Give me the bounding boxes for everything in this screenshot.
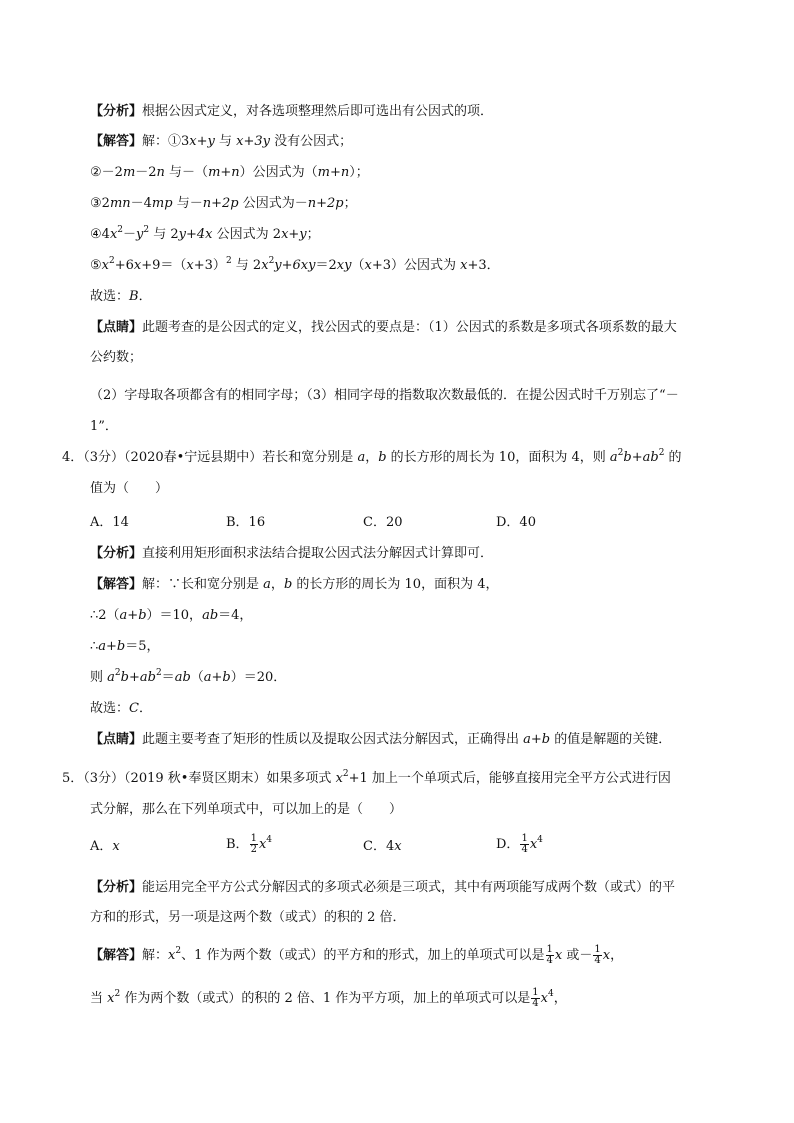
text-seg: ）； (349, 165, 369, 180)
math-var: x (109, 227, 118, 242)
text-seg: 公约数； (90, 350, 143, 365)
math-var: x (364, 258, 372, 273)
text-seg: ． (138, 289, 152, 304)
option-label: B．16 (226, 515, 266, 530)
q5-option-b[interactable] (226, 834, 272, 855)
text-seg: ． (138, 701, 152, 716)
q4-option-a[interactable] (90, 514, 129, 532)
text-seg: 、1 作为两个数（或式）的平方和的形式，加上的单项式可以是 (181, 948, 545, 963)
text-seg: 的 (664, 450, 682, 465)
exponent: 2 (268, 256, 275, 266)
numerator: 1 (546, 944, 553, 955)
text-seg: 1”． (90, 419, 118, 434)
math-var: x+y (189, 134, 215, 149)
text-seg: 的值是解题的关键． (550, 732, 672, 747)
exponent: 2 (342, 769, 349, 779)
text-seg: ②－2 (90, 165, 123, 180)
denominator: 4 (532, 998, 539, 1009)
math-var: a (609, 450, 618, 465)
text-seg: 方和的形式，另一项是这两个数（或式）的积的 2 倍． (90, 910, 406, 925)
solution-tag: 【解答】 (90, 577, 143, 592)
option-label: D． (496, 837, 520, 852)
math-var: xy (336, 258, 352, 273)
math-var: ab (174, 670, 191, 685)
text-seg: 故选： (90, 289, 130, 304)
math-var: b+ab (120, 670, 156, 685)
q5-option-d[interactable] (496, 834, 543, 855)
text-seg: 解：∵长和宽分别是 (142, 577, 264, 592)
text-seg: （ (190, 670, 204, 685)
math-var: mn (109, 196, 131, 211)
text-seg: 没有公因式； (269, 134, 353, 149)
text-seg: ③2 (90, 196, 110, 211)
text-seg: 此题主要考查了矩形的性质以及提取公因式法分解因式，正确得出 (142, 732, 524, 747)
q5-option-a[interactable] (90, 838, 120, 856)
math-var: y (136, 227, 144, 242)
q5-option-c[interactable] (363, 838, 402, 856)
denominator: 4 (546, 955, 553, 966)
exponent: 2 (175, 946, 182, 956)
question-5-stem (62, 770, 671, 789)
math-var: a+b (98, 639, 126, 654)
text-seg: 或－ (562, 948, 593, 963)
numerator: 1 (594, 944, 601, 955)
numerator: 1 (521, 833, 528, 844)
q4-solution-1 (90, 576, 498, 594)
q5-solution-1 (90, 945, 623, 966)
text-seg: ④4 (90, 227, 110, 242)
text-seg: ， (553, 991, 567, 1006)
solution-line-3 (90, 195, 357, 213)
option-label: A．14 (90, 515, 129, 530)
math-var: x (335, 771, 343, 786)
exponent: 2 (109, 256, 115, 266)
math-var: a+b (523, 732, 551, 747)
denominator: 4 (521, 844, 528, 855)
q4-solution-3 (90, 638, 160, 656)
text-seg: 公因式为 2 (212, 227, 282, 242)
math-var: x (529, 837, 538, 852)
text-seg: 与 (214, 134, 237, 149)
text-seg: 解：①3 (142, 134, 190, 149)
text-seg: 能运用完全平方公式分解因式的多项式必须是三项式，其中有两项能写成两个数（或式）的平 (142, 880, 676, 895)
math-var: mp (151, 196, 173, 211)
math-var: x (460, 258, 468, 273)
exponent: 2 (114, 668, 121, 678)
numerator: 1 (532, 987, 539, 998)
math-var: b (283, 577, 293, 592)
math-var: m+n (208, 165, 240, 180)
text-seg: ）＝20． (230, 670, 287, 685)
math-var: n (156, 165, 165, 180)
q4-answer (90, 700, 152, 718)
text-seg: ∴2（ (90, 608, 120, 623)
math-var: x (602, 948, 611, 963)
option-label: C．20 (363, 515, 403, 530)
text-seg: 与 2 (231, 258, 262, 273)
text-seg: ； (306, 227, 320, 242)
fraction (250, 834, 258, 855)
math-var: n+2p (307, 196, 344, 211)
option-label: A． (90, 839, 113, 854)
option-label: D．40 (496, 515, 536, 530)
option-label: C．4 (363, 839, 395, 854)
math-var: y+4x (178, 227, 213, 242)
math-var: b (378, 450, 387, 465)
fraction (520, 834, 528, 855)
math-var: a (107, 670, 115, 685)
math-var: a (357, 450, 366, 465)
q4-option-c[interactable] (363, 514, 403, 532)
math-var: n+2p (202, 196, 239, 211)
analysis-line-q3 (90, 103, 493, 121)
text-seg: ）＝10， (146, 608, 203, 623)
math-var: x (394, 839, 402, 854)
analysis-tag: 【分析】 (90, 880, 143, 895)
text-seg: ）公因式为（ (239, 165, 318, 180)
q4-analysis (90, 545, 493, 563)
exponent: 2 (143, 225, 150, 235)
q4-option-b[interactable] (226, 514, 265, 532)
denominator: 4 (594, 955, 601, 966)
text-seg: 直接利用矩形面积求法结合提取公因式法分解因式计算即可． (142, 546, 494, 561)
text-seg: 与 2 (149, 227, 179, 242)
remark-line-3 (90, 387, 679, 405)
remark-tag: 【点睛】 (90, 732, 143, 747)
text-seg: ， (610, 948, 624, 963)
remark-tag: 【点睛】 (90, 320, 143, 335)
math-var: C (129, 701, 139, 716)
analysis-text: 根据公因式定义，对各选项整理然后即可选出有公因式的项． (142, 104, 494, 119)
text-seg: 值为（ ） (90, 481, 169, 496)
question-4-stem-2 (90, 480, 168, 498)
exponent: 2 (658, 448, 665, 458)
text-seg: +3）公因式为 (371, 258, 461, 273)
solution-tag: 【解答】 (90, 948, 143, 963)
fraction (531, 988, 539, 1009)
text-seg: 的长方形的周长为 10，面积为 4，则 (386, 450, 610, 465)
exponent: 2 (114, 989, 121, 999)
text-seg: 则 (90, 670, 108, 685)
fraction (546, 945, 554, 966)
text-seg: +9＝（ (141, 258, 187, 273)
math-var: a+b (203, 670, 231, 685)
text-seg: ＝2 (315, 258, 337, 273)
text-seg: ⑤ (90, 258, 102, 273)
text-seg: 作为两个数（或式）的积的 2 倍、1 作为平方项，加上的单项式可以是 (120, 991, 531, 1006)
text-seg: 5．（3分）（2019 秋•奉贤区期末）如果多项式 (62, 771, 336, 786)
solution-line-4 (90, 226, 320, 245)
math-var: x (101, 258, 109, 273)
text-seg: 4．（3分）（2020春•宁远县期中）若长和宽分别是 (62, 450, 358, 465)
math-var: x (261, 258, 269, 273)
text-seg: －4 (130, 196, 152, 211)
solution-line-2 (90, 164, 369, 182)
text-seg: +1 加上一个单项式后，能够直接用完全平方公式进行因 (348, 771, 671, 786)
remark-line-2 (90, 349, 142, 367)
exponent: 2 (225, 256, 232, 266)
text-seg: ＝4， (218, 608, 253, 623)
math-var: x+3y (236, 134, 270, 149)
fraction (593, 945, 601, 966)
text-seg: ＝5， (125, 639, 160, 654)
math-var: x (107, 991, 115, 1006)
text-seg: ， (365, 450, 379, 465)
q5-analysis-1 (90, 879, 675, 897)
text-seg: 故选： (90, 701, 130, 716)
q5-solution-2 (90, 988, 567, 1009)
text-seg: ； (343, 196, 357, 211)
text-seg: +3． (467, 258, 500, 273)
math-var: x (133, 258, 142, 273)
text-seg: 解： (142, 948, 169, 963)
exponent: 4 (537, 835, 543, 845)
math-var: y+6xy (274, 258, 316, 273)
solution-line-5 (90, 257, 500, 276)
math-var: m+n (317, 165, 350, 180)
text-seg: 的长方形的周长为 10，面积为 4， (292, 577, 499, 592)
text-seg: （ (351, 258, 365, 273)
exponent: 2 (155, 668, 162, 678)
solution-line-1 (90, 133, 352, 151)
solution-tag: 【解答】 (90, 134, 143, 149)
text-seg: +6 (114, 258, 134, 273)
math-var: a (263, 577, 271, 592)
math-var: x+y (281, 227, 307, 242)
math-var: x (554, 948, 563, 963)
analysis-tag: 【分析】 (90, 546, 143, 561)
math-var: x (186, 258, 194, 273)
exponent: 2 (617, 448, 624, 458)
math-var: a+b (119, 608, 147, 623)
option-label: B． (226, 837, 249, 852)
text-seg: 公因式为－ (238, 196, 308, 211)
q4-option-d[interactable] (496, 514, 536, 532)
math-var: b+ab (623, 450, 659, 465)
text-seg: 与－ (172, 196, 203, 211)
text-seg: 此题考查的是公因式的定义，找公因式的要点是：（1）公因式的系数是多项式各项系数的最大 (142, 320, 677, 335)
text-seg: ∴ (90, 639, 99, 654)
text-seg: ， (270, 577, 284, 592)
q4-solution-4 (90, 669, 286, 688)
remark-line-1 (90, 319, 677, 337)
q5-analysis-2 (90, 909, 406, 927)
text-seg: 式分解，那么在下列单项式中，可以加上的是（ ） (90, 802, 403, 817)
text-seg: 与－（ (164, 165, 209, 180)
question-4-stem (62, 449, 682, 468)
answer-line-q3 (90, 288, 152, 306)
text-seg: － (123, 227, 137, 242)
analysis-tag: 【分析】 (90, 104, 143, 119)
text-seg: （2）字母取各项都含有的相同字母；（3）相同字母的指数取次数最低的．在提公因式时千万别忘了“－ (90, 388, 679, 403)
text-seg: +3） (193, 258, 226, 273)
text-seg: ＝ (161, 670, 175, 685)
math-var: x (168, 948, 176, 963)
q4-remark (90, 731, 671, 749)
math-var: x (540, 991, 549, 1006)
text-seg: －2 (135, 165, 157, 180)
exponent: 4 (548, 989, 554, 999)
exponent: 4 (266, 835, 273, 845)
math-var: m (122, 165, 136, 180)
question-5-stem-2 (90, 801, 402, 819)
math-var: ab (202, 608, 219, 623)
exponent: 2 (117, 225, 124, 235)
numerator: 1 (250, 833, 257, 844)
denominator: 2 (250, 844, 257, 855)
math-var: x (112, 839, 120, 854)
remark-line-4 (90, 418, 118, 436)
text-seg: 当 (90, 991, 108, 1006)
math-var: B (129, 289, 139, 304)
math-var: x (258, 837, 267, 852)
q4-solution-2 (90, 607, 252, 625)
